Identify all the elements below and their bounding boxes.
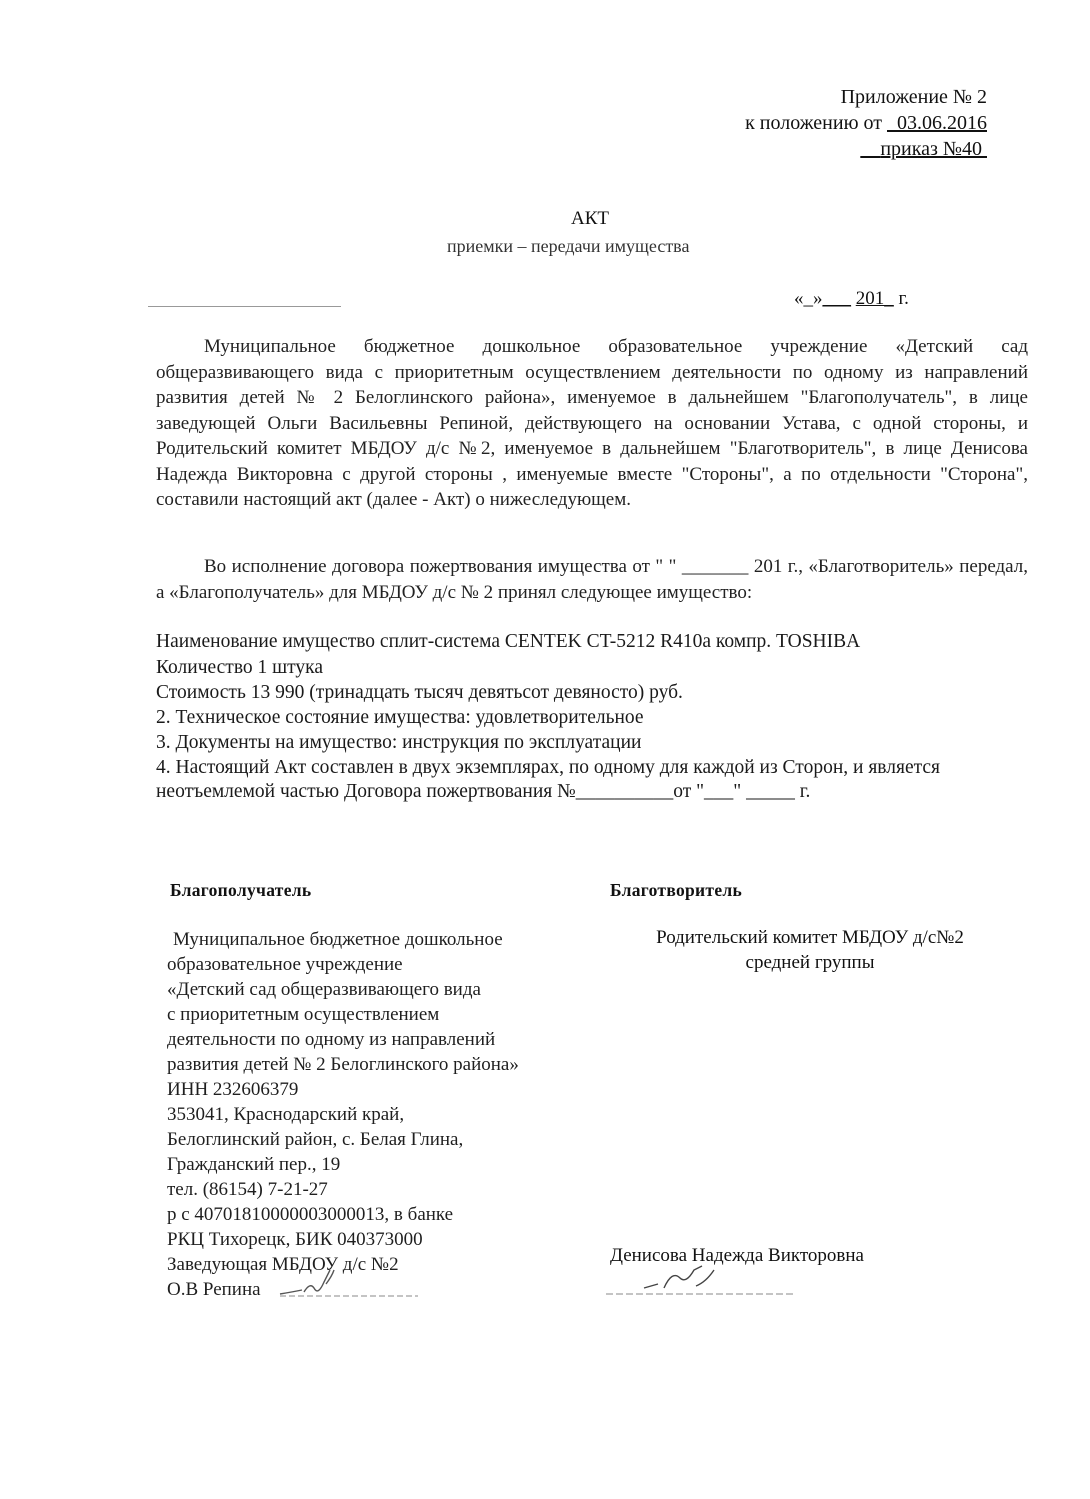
- transfer-paragraph: Во исполнение договора пожертвования имущества от " " _______ 201 г., «Благотворитель» передал, а «Благополучатель» для МБДОУ д/с № 2 принял следующее имущество:: [156, 556, 1028, 603]
- recipient-signature: [272, 1262, 422, 1302]
- recipient-address: Белоглинский район, с. Белая Глина,: [167, 1129, 464, 1150]
- recipient-line: образовательное учреждение: [167, 954, 403, 975]
- regulation-date: 03.06.2016: [897, 112, 987, 134]
- recipient-line: деятельности по одному из направлений: [167, 1029, 496, 1050]
- donor-line: средней группы: [745, 952, 875, 973]
- recipient-title: Благополучатель: [170, 880, 312, 900]
- order-number: приказ №40: [880, 138, 982, 160]
- intro-paragraph: Муниципальное бюджетное дошкольное образовательное учреждение «Детский сад общеразвивающего вида с приоритетным осуществлением деятельности по одному из направлений развития детей № 2 Белоглинского района», именуемое в дальнейшем "Благополучатель", в лице заведующей Ольги Васильевны Репиной, действующего на основании Устава, с одной стороны, и Родительский комитет МБДОУ д/с №2, именуемое в дальнейшем "Благотворитель", в лице Денисова Надежда Викторовна с другой стороны , именуемые вместе "Стороны", а по отдельности "Сторона", составили настоящий акт (далее - Акт) о нижеследующем.: [156, 336, 1028, 510]
- recipient-head-position: Заведующая МБДОУ д/с №2: [167, 1254, 399, 1275]
- recipient-bank: РКЦ Тихорецк, БИК 040373000: [167, 1229, 423, 1250]
- recipient-line: Муниципальное бюджетное дошкольное: [173, 929, 503, 950]
- recipient-line: развития детей № 2 Белоглинского района»: [167, 1054, 519, 1075]
- place-blank-line: [148, 306, 341, 307]
- order-reference: [860, 136, 987, 162]
- act-date: «_»___ 201_ г.: [794, 288, 909, 309]
- donor-details: [600, 925, 1020, 975]
- item-contract-ref: неотъемлемой частью Договора пожертвования №__________от "___" _____ г.: [156, 781, 811, 802]
- donor-signatory: Денисова Надежда Викторовна: [610, 1245, 864, 1266]
- donor-title: Благотворитель: [610, 880, 743, 900]
- item-quantity: Количество 1 штука: [156, 657, 324, 678]
- recipient-details: [167, 927, 587, 1302]
- appendix-number: Приложение № 2: [840, 86, 987, 108]
- regulation-reference: [745, 110, 987, 136]
- document-subtitle: приемки – передачи имущества: [447, 236, 690, 256]
- recipient-head-name: О.В Репина: [167, 1279, 261, 1300]
- recipient-address: 353041, Краснодарский край,: [167, 1104, 405, 1125]
- recipient-inn: ИНН 232606379: [167, 1079, 299, 1100]
- recipient-address: Гражданский пер., 19: [167, 1154, 341, 1175]
- item-copies: 4. Настоящий Акт составлен в двух экземплярах, по одному для каждой из Сторон, и является: [156, 757, 940, 778]
- item-condition: 2. Техническое состояние имущества: удовлетворительное: [156, 707, 644, 728]
- document-title: АКТ: [571, 208, 609, 229]
- donor-signature: [604, 1262, 804, 1298]
- recipient-account: р с 40701810000003000013, в банке: [167, 1204, 454, 1225]
- recipient-line: «Детский сад общеразвивающего вида: [167, 979, 481, 1000]
- item-name: Наименование имущество сплит-система CENTEK CT-5212 R410a компр. TOSHIBA: [156, 631, 861, 652]
- item-documents: 3. Документы на имущество: инструкция по эксплуатации: [156, 732, 642, 753]
- donor-line: Родительский комитет МБДОУ д/с№2: [656, 927, 964, 948]
- recipient-phone: тел. (86154) 7-21-27: [167, 1179, 328, 1200]
- regulation-prefix: к положению от: [745, 112, 882, 134]
- recipient-line: с приоритетным осуществлением: [167, 1004, 440, 1025]
- item-cost: Стоимость 13 990 (тринадцать тысяч девятьсот девяносто) руб.: [156, 682, 683, 703]
